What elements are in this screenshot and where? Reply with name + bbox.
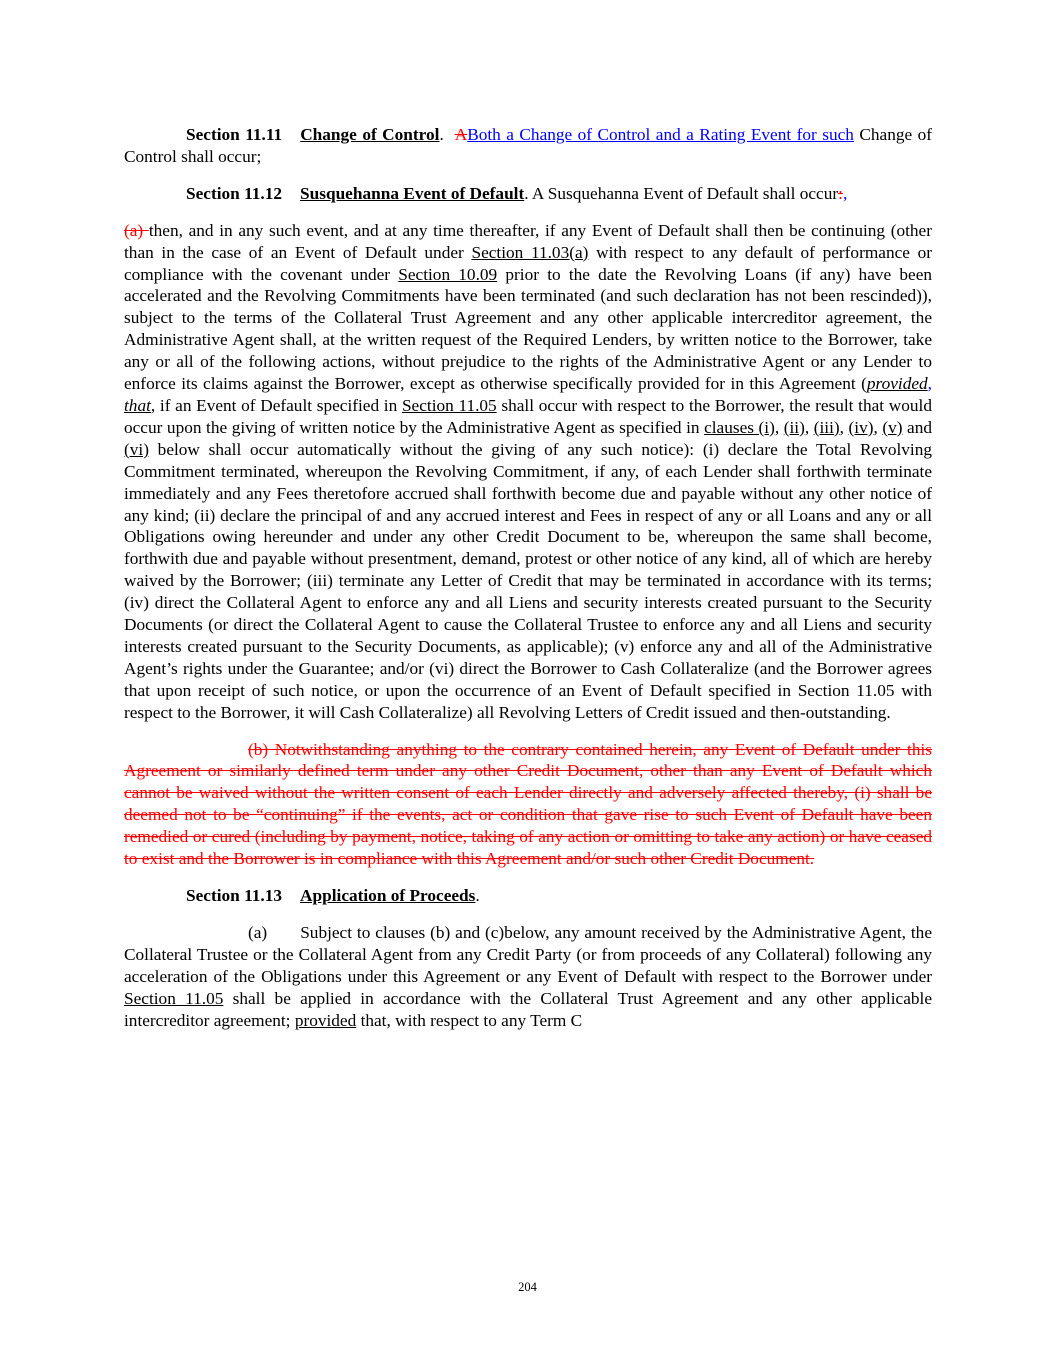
cross-reference: Section 11.05: [401, 395, 497, 415]
document-body: [124, 124, 932, 1031]
section-number: Section 11.11: [186, 125, 283, 144]
section-title: Change of Control: [300, 125, 440, 144]
remedies-paragraph: (a) then, and in any such event, and at any time thereafter, if any Event of Default shall then be continuing (other than in the case of an Event of Default under Section 11.03(a) with respect to any default of performance or compliance with the covenant under Section 10.09 prior to the date the Revolving Loans (if any) have been accelerated and the Revolving Commitments have been terminated (and such declaration has not been rescinded)), subject to the terms of the Collateral Trust Agreement and any other applicable intercreditor agreement, the Administrative Agent shall, at the written request of the Required Lenders, by written notice to the Borrower, take any or all of the following actions, without prejudice to the rights of the Administrative Agent or any Lender to enforce its claims against the Borrower, except as otherwise specifically provided for in this Agreement (provided, that, if an Event of Default specified in Section 11.05 shall occur with respect to the Borrower, the result that would occur upon the giving of written notice by the Administrative Agent as specified in clauses (i), (ii), (iii), (iv), (v) and (vi) below shall occur automatically without the giving of any such notice): (i) declare the Total Revolving Commitment terminated, whereupon the Revolving Commitment, if any, of each Lender shall forthwith terminate immediately and any Fees theretofore accrued shall forthwith become due and payable without any other notice of any kind; (ii) declare the principal of and any accrued interest and Fees in respect of any or all Loans and any or all Obligations owing hereunder and under any other Credit Document to be, whereupon the same shall become, forthwith due and payable without presentment, demand, protest or other notice of any kind, all of which are hereby waived by the Borrower; (iii) terminate any Letter of Credit that may be terminated in accordance with its terms; (iv) direct the Collateral Agent to enforce any and all Liens and security interests created pursuant to the Security Documents (or direct the Collateral Agent to cause the Collateral Trustee to enforce any and all Liens and security interests created pursuant to the Security Documents, as applicable); (v) enforce any and all of the Administrative Agent’s rights under the Guarantee; and/or (vi) direct the Borrower to Cash Collateralize (and the Borrower agrees that upon receipt of such notice, or upon the occurrence of an Event of Default specified in Section 11.05 with respect to the Borrower, it will Cash Collateralize) all Revolving Letters of Credit issued and then-outstanding.: [124, 220, 933, 722]
section-11-11: Section 11.11 Change of Control. ABoth a Change of Control and a Rating Event for such Change of Control shall occur;: [124, 125, 933, 166]
that-term: that: [124, 395, 151, 415]
section-title: Application of Proceeds: [300, 886, 476, 905]
section-11-13: Section 11.13 Application of Proceeds.: [186, 886, 480, 905]
provided-term: provided: [866, 374, 928, 394]
clause-label: (a): [248, 922, 268, 942]
inserted-text: ,: [842, 183, 848, 203]
deleted-text: :: [838, 183, 843, 203]
section-11-12: Section 11.12 Susquehanna Event of Default. A Susquehanna Event of Default shall occur:,: [186, 183, 848, 203]
clause-reference: (iv): [848, 417, 874, 437]
paragraph-a: (a) Subject to clauses (b) and (c)below, any amount received by the Administrative Agent, the Collateral Trustee or the Collateral Agent from any Credit Party (or from proceeds of any Collateral) following any acceleration of the Obligations under this Agreement or any Event of Default with respect to the Borrower under Section 11.05 shall be applied in accordance with the Collateral Trust Agreement and any other applicable intercreditor agreement; provided that, with respect to any Term C: [124, 922, 932, 1030]
provided-term: provided: [294, 1010, 357, 1030]
deleted-text: (a): [124, 220, 149, 240]
cross-reference: Section 10.09: [398, 264, 498, 284]
clause-reference: (vi): [124, 439, 149, 459]
cross-reference: Section 11.03(a): [471, 242, 589, 262]
section-number: Section 11.12: [186, 183, 283, 203]
clause-reference: clauses (i): [704, 417, 775, 437]
clause-reference: (ii): [783, 417, 805, 437]
clause-reference: (v): [882, 417, 903, 437]
page-number: 204: [518, 1280, 537, 1294]
deleted-text: A: [454, 125, 468, 144]
deleted-paragraph-b: (b) Notwithstanding anything to the contrary contained herein, any Event of Default under this Agreement or similarly defined term under any other Credit Document, other than any Event of Default which cannot be waived without the written consent of each Lender directly and adversely affected thereby, (i) shall be deemed not to be “continuing” if the events, act or condition that gave rise to such Event of Default have been remedied or cured (including by payment, notice, taking of any action or omitting to take any action) or have ceased to exist and the Borrower is in compliance with this Agreement and/or such other Credit Document.: [124, 739, 932, 869]
inserted-text: Both a Change of Control and a Rating Event for such: [467, 125, 854, 144]
clause-reference: (iii): [813, 417, 840, 437]
cross-reference: Section 11.05: [124, 988, 224, 1008]
section-number: Section 11.13: [186, 886, 283, 905]
inserted-text: ,: [927, 374, 932, 394]
section-title: Susquehanna Event of Default: [300, 183, 525, 203]
